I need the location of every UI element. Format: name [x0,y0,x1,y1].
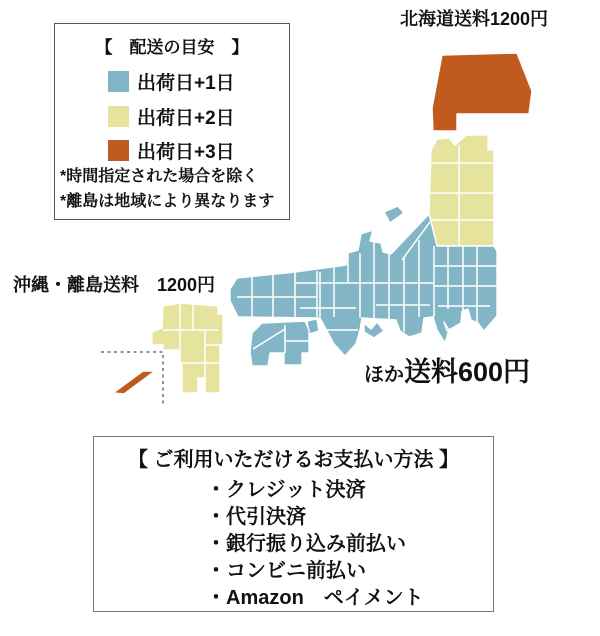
okinawa-fee-label: 沖縄・離島送料 1200円 [13,275,216,295]
legend-note-islands: *離島は地域により異なります [60,193,275,210]
other-fee-label [364,350,530,389]
legend-item-label: 出荷日+3日 [137,142,235,163]
payment-title: 【 ご利用いただけるお支払い方法 】 [127,449,460,471]
region-shikoku [250,321,309,366]
legend-item-label: 出荷日+1日 [137,73,235,94]
payment-method-item: ・Amazon ペイメント [206,587,424,609]
payment-method-item: ・クレジット決済 [206,479,366,501]
region-hokkaido [432,53,532,131]
other-fee-amount: 送料600円 [404,357,531,387]
region-shima [364,322,384,338]
other-fee-prefix: ほか [364,364,404,386]
payment-method-item: ・銀行振り込み前払い [206,533,406,555]
day1-color-swatch [108,71,129,92]
payment-method-item: ・代引決済 [206,506,306,528]
legend-item-label: 出荷日+2日 [137,108,235,129]
legend-item-day3 [108,137,235,164]
region-okinawa [113,371,155,394]
region-tohoku [429,135,494,246]
day2-color-swatch [108,106,129,127]
delivery-legend-box [54,23,290,220]
payment-method-item: ・コンビニ前払い [206,560,366,582]
legend-item-day2 [108,103,235,130]
region-sado [384,206,404,223]
okinawa-inset-border [101,352,163,404]
day3-color-swatch [108,140,129,161]
payment-method-list [206,477,424,612]
legend-title: 【 配送の目安 】 [95,38,249,57]
hokkaido-fee-label: 北海道送料1200円 [400,9,549,29]
payment-methods-box [93,436,494,612]
legend-note-time: *時間指定された場合を除く [60,168,259,185]
region-kyushu [152,303,223,393]
legend-item-day1 [108,68,235,95]
